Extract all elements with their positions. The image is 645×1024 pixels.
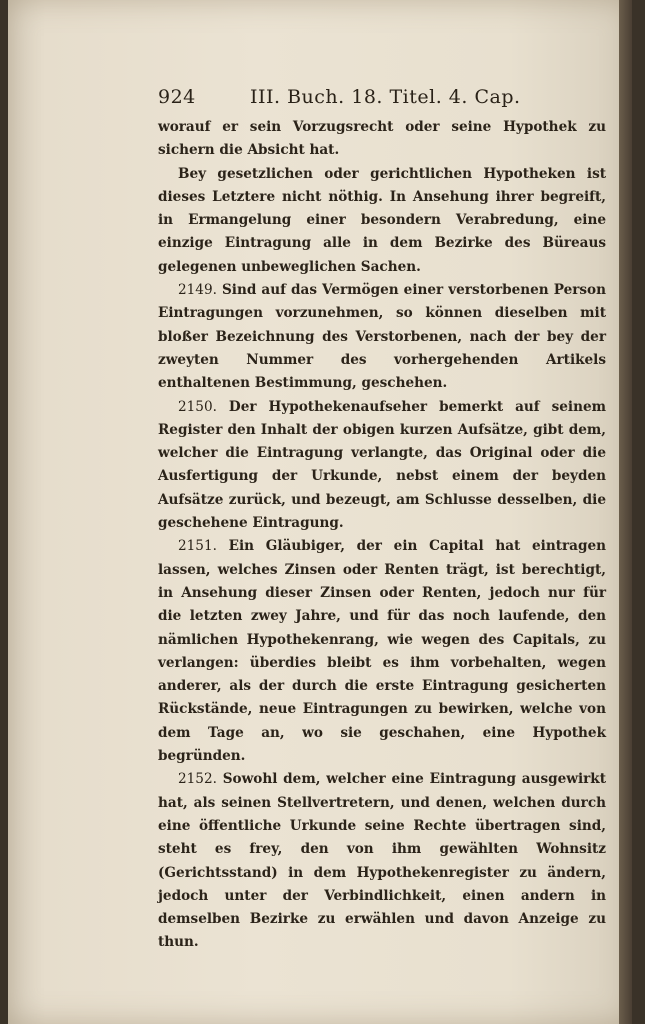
paragraph-text: Der Hypothekenaufseher bemerkt auf seinem Register den Inhalt der obigen kurzen Aufsätze, gibt dem, welcher die Eintragung verlangte, das Original oder die Ausfertigung der Urkunde, nebst einem der beyden Aufsätze zurück, und bezeugt, am Schlusse desselben, die geschehene Eintragung. [158,398,607,532]
paragraph-text: Ein Gläubiger, der ein Capital hat eintragen lassen, welches Zinsen oder Renten trägt, ist berechtigt, in Ansehung dieser Zinsen oder Renten, jedoch nur für die letzten zwey Jahre, und für das noch laufende, den nämlichen Hypothekenrang, wie wegen des Capitals, zu verlangen: überdies bleibt es ihm vorbehalten, wegen anderer, als der durch die erste Eintragung gesicherten Rückstände, neue Eintragungen zu bewirken, welche von dem Tage an, wo sie geschahen, eine Hypothek begründen. [158,538,607,765]
article-2152 [158,768,606,954]
article-2151 [158,535,606,768]
paragraph-text: worauf er sein Vorzugsrecht oder seine Hypothek zu sichern die Absicht hat. [158,119,606,159]
article-2149 [158,279,606,395]
paragraph-text: Sind auf das Vermögen einer verstorbenen Person Eintragungen vorzunehmen, so können dieselben mit bloßer Bezeichnung des Verstorbenen, nach der bey der zweyten Nummer des vorhergehenden Artikels enthaltenen Bestimmung, geschehen. [158,282,606,392]
paragraph-text: Sowohl dem, welcher eine Eintragung ausgewirkt hat, als seinen Stellvertretern, und denen, welchen durch eine öffentliche Urkunde seine Rechte übertragen sind, steht es frey, den von ihm gewählten Wohnsitz (Gerichtsstand) in dem Hypothekenregister zu ändern, jedoch unter der Verbindlichkeit, einen andern in demselben Bezirke zu erwählen und davon Anzeige zu thun. [158,771,607,951]
page-number: 924 [158,86,196,108]
book-page [8,0,632,1024]
paragraph-text: Bey gesetzlichen oder gerichtlichen Hypotheken ist dieses Letztere nicht nöthig. In Ansehung ihrer begreift, in Ermangelung einer besondern Verabredung, eine einzige Eintragung alle in dem Bezirke des Büreaus gelegenen unbeweglichen Sachen. [158,165,606,275]
article-number: 2149. [178,282,217,299]
page-body [158,116,606,955]
article-number: 2150. [178,398,217,415]
article-2150 [158,396,606,536]
article-number: 2151. [178,538,217,555]
page-header [158,86,521,114]
paragraph-continuation [158,116,606,163]
paragraph [158,163,606,279]
running-title: III. Buch. 18. Titel. 4. Cap. [250,86,521,108]
article-number: 2152. [178,771,217,788]
page-edge-shadow [619,0,632,1024]
